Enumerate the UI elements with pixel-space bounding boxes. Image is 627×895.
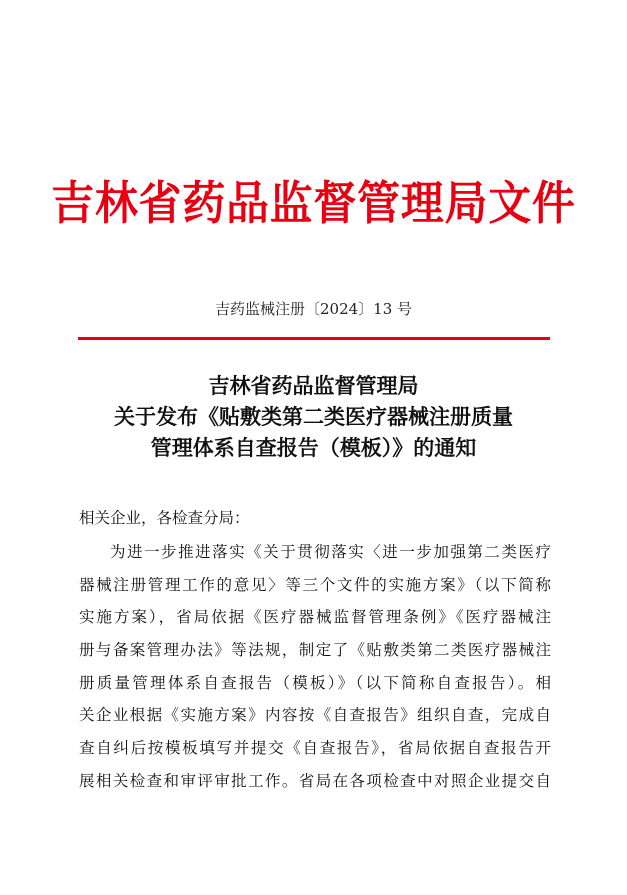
body-text-line: 实施方案），省局依据《医疗器械监督管理条例》《医疗器械注 xyxy=(79,608,551,626)
body-text-line: 册质量管理体系自查报告（模板）》（以下简称自查报告）。相 xyxy=(79,674,551,692)
notice-title xyxy=(0,370,627,463)
body-text-line: 为进一步推进落实《关于贯彻落实〈进一步加强第二类医疗 xyxy=(110,543,551,561)
body-text-line: 查自纠后按模板填写并提交《自查报告》，省局依据自查报告开 xyxy=(79,739,551,757)
red-divider-line xyxy=(78,337,550,340)
title-line: 吉林省药品监督管理局 xyxy=(208,373,419,398)
title-line: 管理体系自查报告（模板）》的通知 xyxy=(150,435,477,460)
body-text-line: 器械注册管理工作的意见〉等三个文件的实施方案》（以下简称 xyxy=(79,576,551,594)
document-number: 吉药监械注册〔2024〕13 号 xyxy=(214,300,413,318)
body-text-line: 关企业根据《实施方案》内容按《自查报告》组织自查，完成自 xyxy=(79,706,551,724)
title-line: 关于发布《贴敷类第二类医疗器械注册质量 xyxy=(114,404,513,429)
salutation: 相关企业，各检查分局： xyxy=(79,509,250,527)
body-text-line: 展相关检查和审评审批工作。省局在各项检查中对照企业提交自 xyxy=(79,772,551,790)
masthead-title: 吉林省药品监督管理局文件 xyxy=(51,176,576,230)
body-text-line: 册与备案管理办法》等法规，制定了《贴敷类第二类医疗器械注 xyxy=(79,641,551,659)
